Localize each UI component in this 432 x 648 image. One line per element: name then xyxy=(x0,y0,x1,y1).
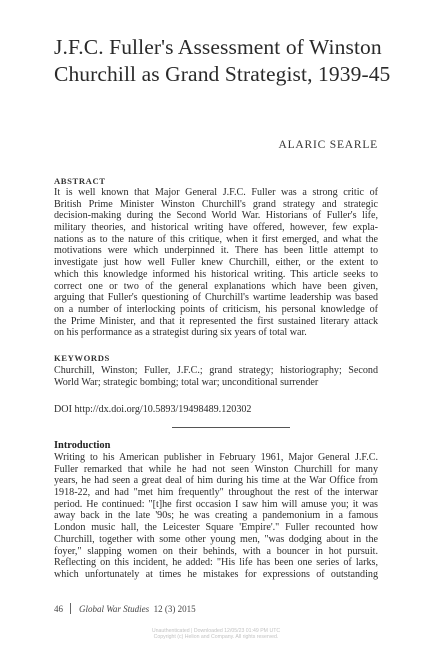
abstract-text xyxy=(54,187,378,339)
journal-issue: 12 (3) 2015 xyxy=(153,604,196,614)
section-divider xyxy=(172,427,290,428)
body-line: Reflecting on this incident, he added: "His life has been one series of larks, xyxy=(54,557,378,569)
abstract-line: arguing that Fuller's questioning of Churchill's wartime leadership was based xyxy=(54,292,378,304)
abstract-line: which this knowledge informed his historical writing. This article seeks to xyxy=(54,268,378,280)
abstract-line: nations as to the nature of this critique, when it first emerged, and what the xyxy=(54,233,378,245)
page-footer xyxy=(54,603,196,614)
journal-name: Global War Studies xyxy=(79,604,150,614)
body-line: period. He continued: "[t]he first occasion I saw him will amuse you; it was xyxy=(54,498,378,510)
copyright-watermark-line: Copyright (c) Helion and Company. All rights reserved. xyxy=(153,634,279,640)
article-title-line: J.F.C. Fuller's Assessment of Winston xyxy=(54,35,382,59)
keywords-label: KEYWORDS xyxy=(54,353,110,363)
doi-link[interactable]: DOI http://dx.doi.org/10.5893/19498489.120302 xyxy=(54,404,252,415)
article-title xyxy=(54,34,391,88)
body-line: away back in the late '90s; he was creating a pandemonium in a famous xyxy=(54,510,378,522)
introduction-heading: Introduction xyxy=(54,440,111,451)
keywords-text xyxy=(54,365,378,388)
abstract-line: on a number of interlocking points of criticism, his personal knowledge of xyxy=(54,303,378,315)
abstract-line: motivations were which underpinned it. There has been little attempt to xyxy=(54,245,378,257)
keywords-line: World War; strategic bombing; total war; unconditional surrender xyxy=(54,376,319,388)
abstract-line: on his performance as a strategist during six years of total war. xyxy=(54,327,307,339)
body-line: London music hall, the Leicester Square 'Empire'." Fuller recounted how xyxy=(54,522,378,534)
abstract-line: the Prime Minister, and that it represented the first sustained literary attack xyxy=(54,315,378,327)
body-line: 1918-22, and had "met him frequently" throughout the rest of the interwar xyxy=(54,487,378,499)
abstract-line: decision-making during the Second World War. Historians of Fuller's life, xyxy=(54,210,378,222)
footer-separator xyxy=(70,603,71,614)
abstract-line: correct one or two of the general explanations which have been given, xyxy=(54,280,378,292)
abstract-line: military theories, and historical writing have offered, however, few expla- xyxy=(54,222,378,234)
download-watermark-line: Unauthenticated | Downloaded 12/05/23 01:49 PM UTC xyxy=(151,628,281,634)
article-title-line: Churchill as Grand Strategist, 1939-45 xyxy=(54,62,391,86)
body-line: foyer," slapping women on their behinds, with a bouncer in hot pursuit. xyxy=(54,545,378,557)
abstract-line: investigate just how well Fuller knew Churchill, either, or the extent to xyxy=(54,257,378,269)
page-number: 46 xyxy=(54,604,63,614)
body-line: which unfortunately at times he mistakes for expressions of outstanding xyxy=(54,568,378,580)
introduction-text xyxy=(54,452,378,581)
keywords-line: Churchill, Winston; Fuller, J.F.C.; grand strategy; historiography; Second xyxy=(54,365,378,376)
abstract-label: ABSTRACT xyxy=(54,176,106,186)
abstract-line: British Prime Minister Winston Churchill's grand strategy and strategic xyxy=(54,198,378,210)
body-line: Writing to his American publisher in February 1961, Major General J.F.C. xyxy=(54,452,378,463)
author-name: ALARIC SEARLE xyxy=(278,139,378,151)
abstract-line: It is well known that Major General J.F.C. Fuller was a strong critic of xyxy=(54,187,378,198)
body-line: Fuller remarked that while he had not seen Winston Churchill for many xyxy=(54,463,378,475)
body-line: Churchill, together with some other young men, "was dodging about in the xyxy=(54,533,378,545)
body-line: years, he had seen a great deal of him during his time at the War Office from xyxy=(54,475,378,487)
